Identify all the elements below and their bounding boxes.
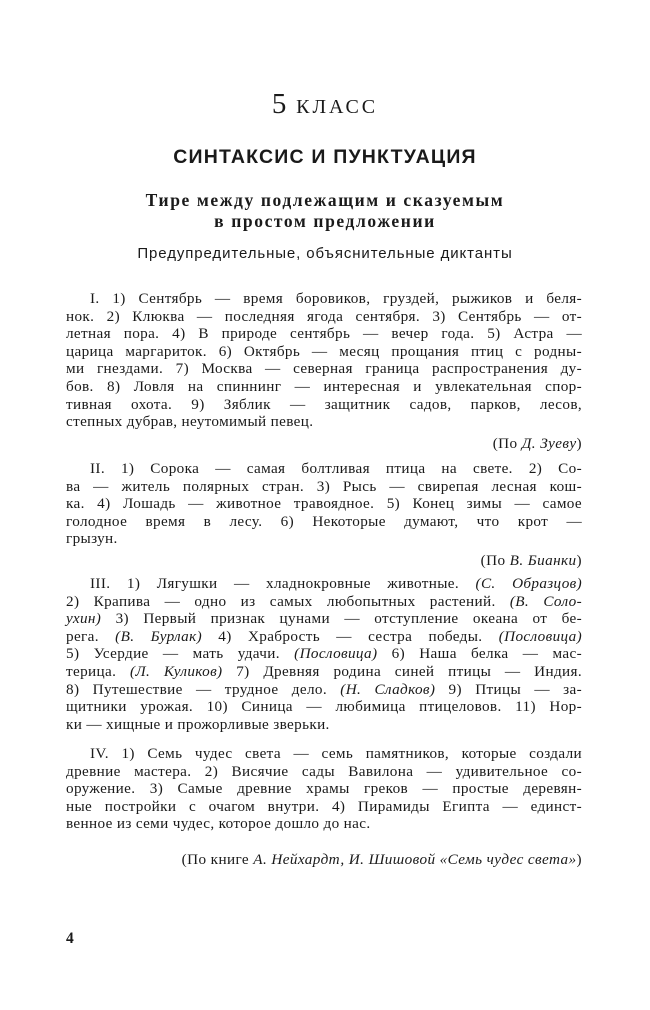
exercise-line: ми гнездами. 7) Москва — северная граница распространения ду-	[66, 360, 582, 378]
sentence-text: III. 1) Лягушки — хладнокровные животные.	[90, 575, 476, 592]
exercise-line: ва — житель полярных стран. 3) Рысь — свирепая лесная кош-	[66, 477, 582, 495]
exercise-line	[66, 663, 582, 681]
exercise-line: ные постройки с очагом внутри. 4) Пирамиды Египта — единст-	[66, 797, 582, 815]
exercise-line	[66, 681, 582, 699]
exercise-line	[66, 628, 582, 646]
exercise-4	[66, 745, 582, 869]
grade-number: 5	[271, 88, 288, 120]
topic-title	[0, 190, 650, 232]
exercise-line: грызун.	[66, 530, 118, 548]
citation-text: (Пословица)	[498, 627, 582, 645]
exercise-source	[66, 435, 582, 453]
exercise-line: венное из семи чудес, которое дошло до нас.	[66, 815, 371, 833]
source-suffix: )	[576, 434, 582, 452]
exercise-line	[66, 698, 582, 716]
page-number: 4	[66, 930, 74, 947]
citation-text: (Л. Куликов)	[129, 662, 223, 680]
citation-text: (С. Образцов)	[475, 575, 582, 592]
exercise-line: древние мастера. 2) Висячие сады Вавилона — удивительное со-	[66, 762, 582, 780]
exercise-line: оружение. 3) Самые древние храмы греков — простые деревян-	[66, 780, 582, 798]
grade-word: КЛАСС	[296, 96, 379, 118]
subtopic-title: Предупредительные, объяснительные диктанты	[137, 245, 513, 262]
sentence-text: 6) Наша белка — мас-	[377, 645, 582, 663]
source-suffix: )	[576, 551, 582, 569]
exercise-line: II. 1) Сорока — самая болтливая птица на свете. 2) Со-	[90, 460, 582, 477]
exercise-line: бов. 8) Ловля на спиннинг — интересная и увлекательная спор-	[66, 377, 582, 395]
sentence-text: 9) Птицы — за-	[435, 680, 583, 698]
sentence-text: 5) Усердие — мать удачи.	[66, 645, 295, 663]
exercise-2	[66, 460, 582, 570]
topic-title-line-2: в простом предложении	[214, 211, 436, 231]
section-title: СИНТАКСИС И ПУНКТУАЦИЯ	[173, 146, 477, 168]
exercise-line: I. 1) Сентябрь — время боровиков, груздей, рыжиков и беля-	[90, 290, 582, 307]
exercise-line: ка. 4) Лошадь — животное травоядное. 5) Конец зимы — самое	[66, 495, 582, 513]
citation-text: (В. Соло-	[509, 592, 582, 610]
sentence-text: щитники урожая. 10) Синица — любимица птицеловов. 11) Нор-	[66, 698, 582, 716]
topic-title-line-1: Тире между подлежащим и сказуемым	[145, 190, 505, 210]
exercise-line	[66, 716, 582, 734]
citation-text: ухин)	[66, 610, 102, 628]
sentence-text: ки — хищные и прожорливые зверьки.	[66, 715, 330, 733]
exercise-line: царица маргариток. 6) Октябрь — месяц прощания птиц с родны-	[66, 342, 582, 360]
source-prefix: (По	[480, 551, 510, 569]
sentence-text: терица.	[66, 662, 130, 680]
sentence-text: 7) Древняя родина синей птицы — Индия.	[222, 662, 583, 680]
exercise-line: IV. 1) Семь чудес света — семь памятников, которые создали	[90, 745, 582, 762]
exercise-line	[66, 593, 582, 611]
exercise-3	[66, 575, 582, 733]
exercise-1	[66, 290, 582, 452]
grade-title	[0, 88, 650, 121]
source-prefix: (По книге	[181, 850, 254, 868]
source-author: В. Бианки	[509, 551, 577, 569]
exercise-line: нок. 2) Клюква — последняя ягода сентября. 3) Сентябрь — от-	[66, 307, 582, 325]
sentence-text: 8) Путешествие — трудное дело.	[66, 680, 341, 698]
sentence-text: рега.	[66, 627, 116, 645]
citation-text: (В. Бурлак)	[115, 627, 202, 645]
citation-text: (Н. Сладков)	[340, 680, 436, 698]
exercise-line: голодное время в лесу. 6) Некоторые думают, что крот —	[66, 512, 582, 530]
exercise-line	[66, 645, 582, 663]
source-prefix: (По	[492, 434, 522, 452]
exercise-line: летная пора. 4) В природе сентябрь — вечер года. 5) Астра —	[66, 325, 582, 343]
exercise-source	[66, 552, 582, 570]
source-author: А. Нейхардт, И. Шишовой «Семь чудес света»	[253, 850, 577, 868]
exercise-line	[66, 575, 582, 593]
sentence-text: 4) Храбрость — сестра победы.	[201, 627, 499, 645]
source-suffix: )	[576, 850, 582, 868]
sentence-text: 3) Первый признак цунами — отступление океана от бе-	[101, 610, 582, 628]
citation-text: (Пословица)	[294, 645, 378, 663]
exercise-line: степных дубрав, неутомимый певец.	[66, 413, 314, 431]
exercise-source	[66, 851, 582, 869]
source-author: Д. Зуеву	[521, 434, 577, 452]
exercise-line	[66, 610, 582, 628]
sentence-text: 2) Крапива — одно из самых любопытных растений.	[66, 592, 510, 610]
exercise-line: тивная охота. 9) Зяблик — защитник садов, парков, лесов,	[66, 395, 582, 413]
